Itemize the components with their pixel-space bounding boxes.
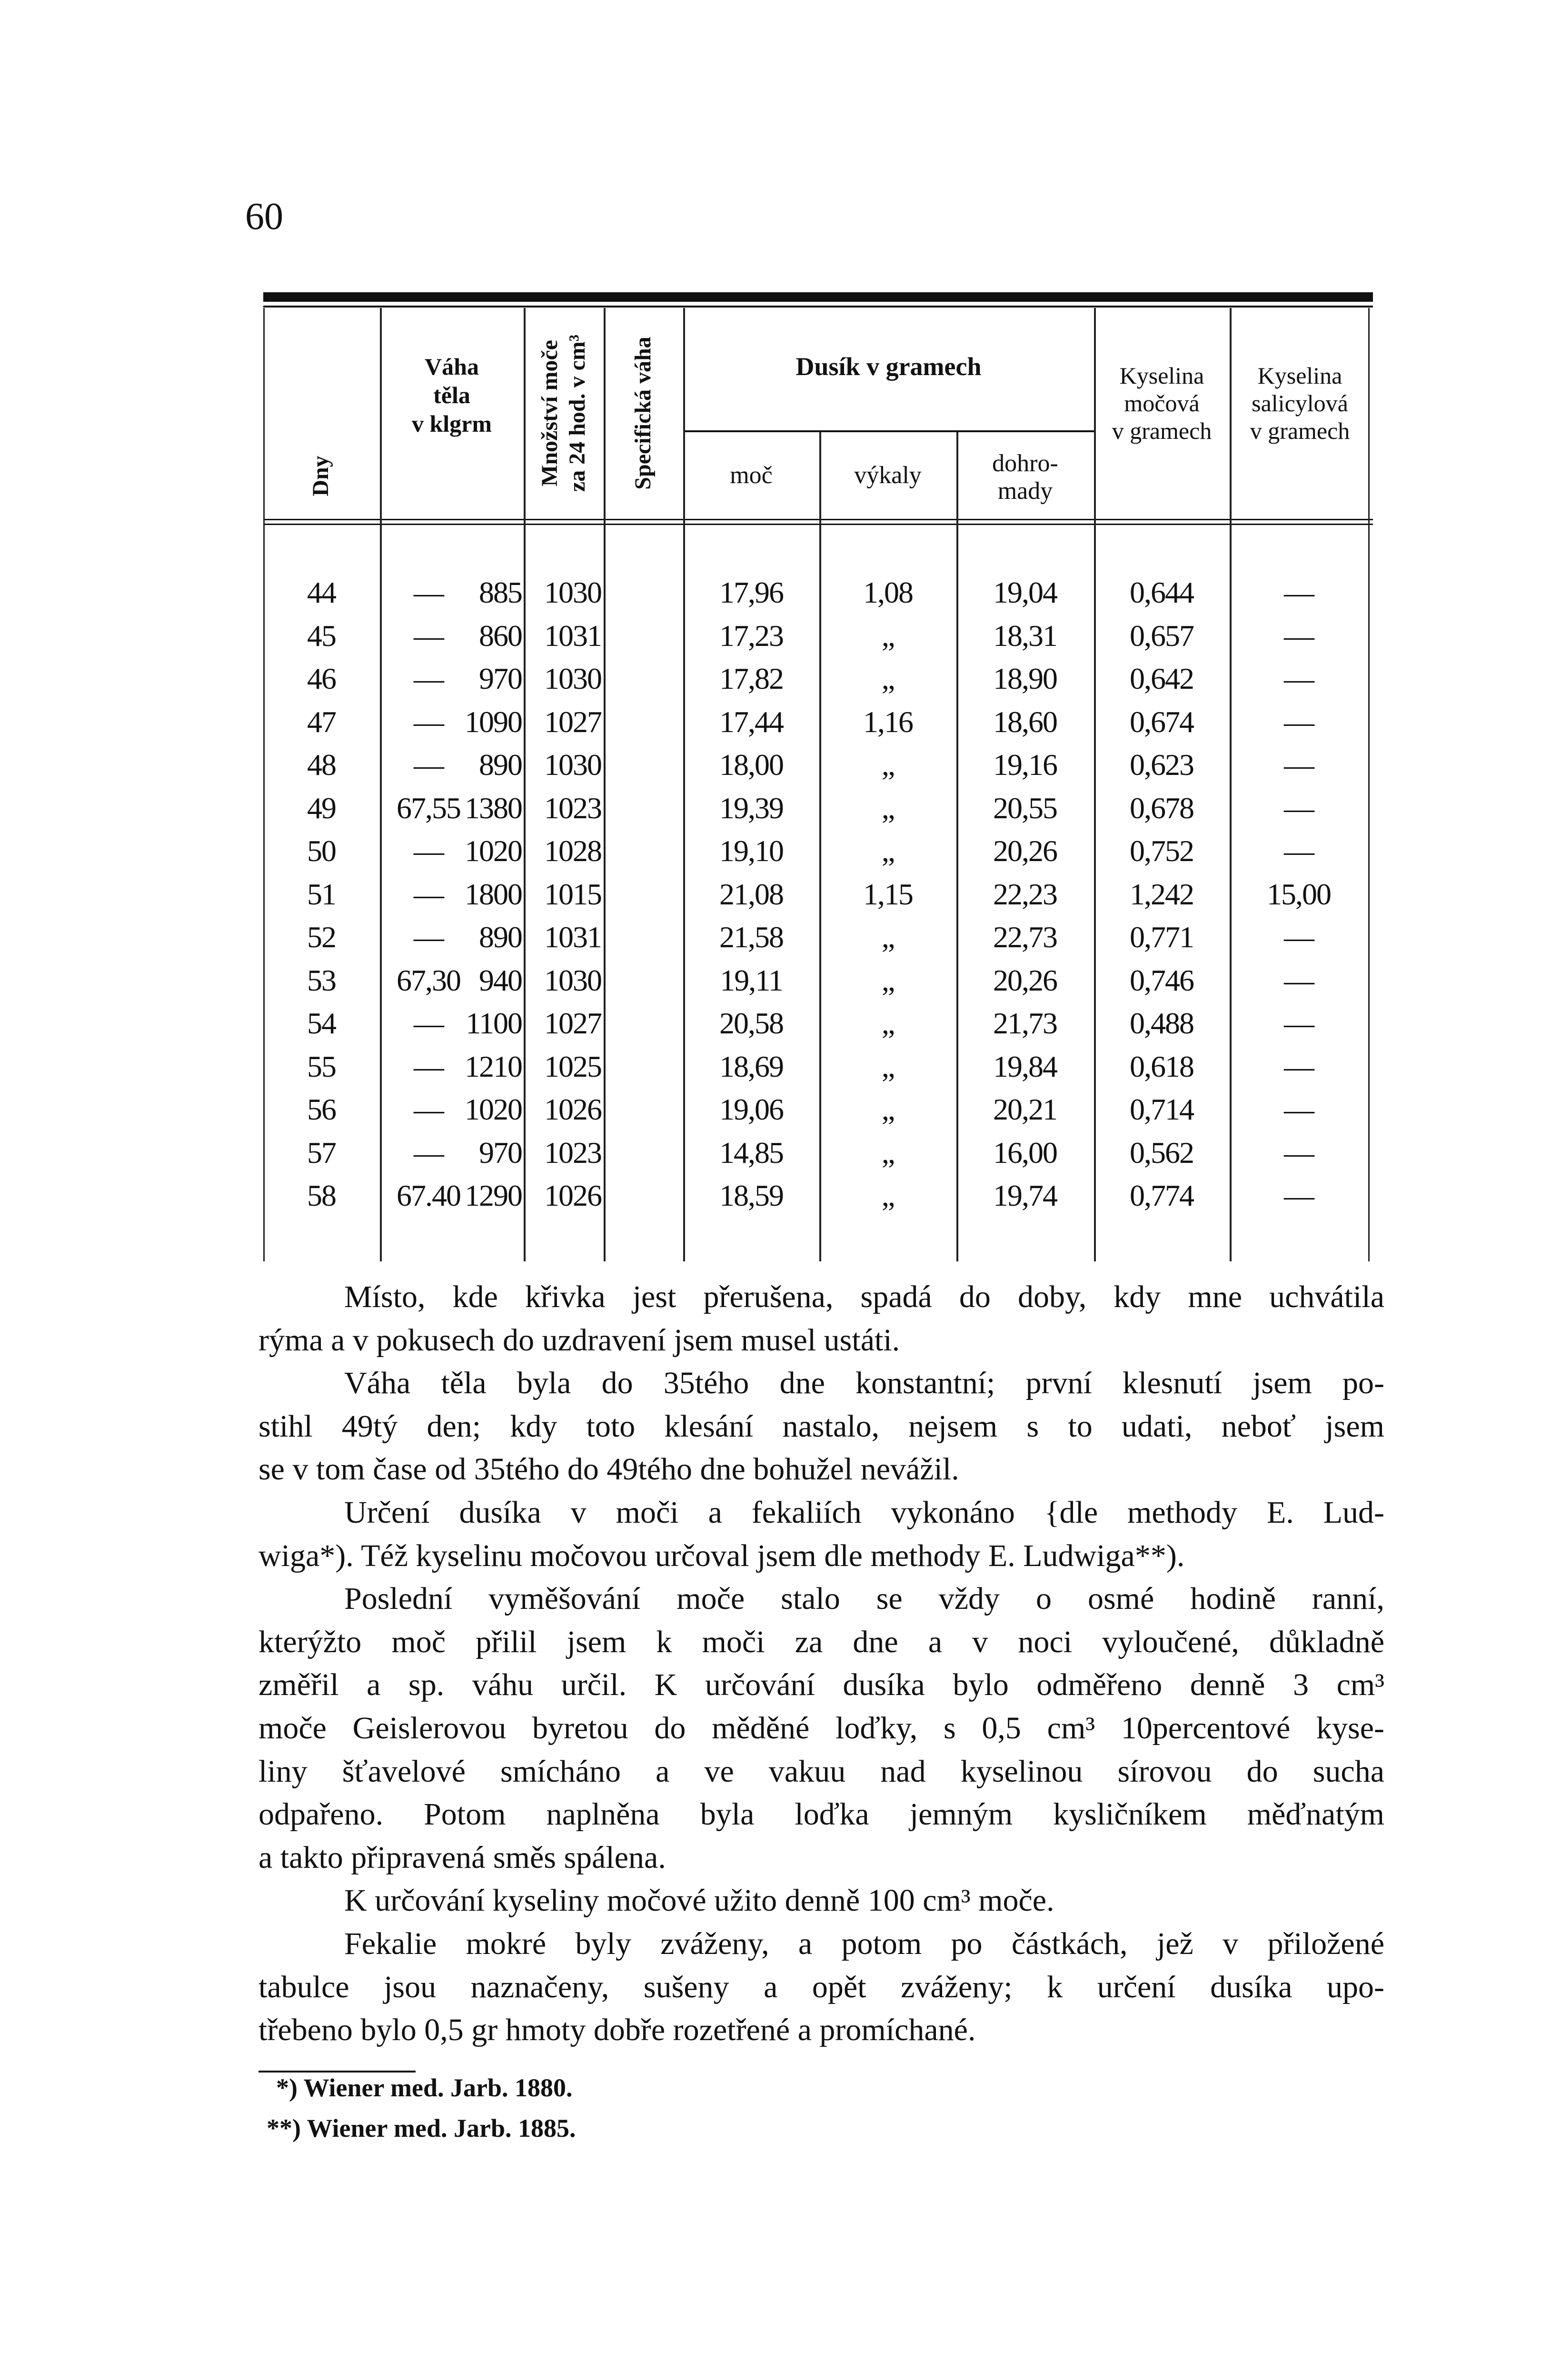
cell-urine-volume: 940 [479, 963, 522, 997]
cell-salicylic-acid: — [1284, 791, 1313, 825]
cell-nitrogen-total: 18,60 [993, 704, 1057, 739]
cell-specific-gravity: 1030 [544, 963, 601, 997]
cell-urine-volume: 890 [479, 748, 522, 782]
cell-urine-volume: 1100 [466, 1006, 522, 1040]
cell-salicylic-acid: — [1284, 1092, 1313, 1126]
header-mnozstvi-line: za 24 hod. v cm³ [565, 334, 590, 492]
cell-day: 45 [307, 618, 336, 653]
page-number: 60 [245, 196, 283, 238]
cell-specific-gravity: 1015 [544, 877, 601, 911]
cell-nitrogen-total: 16,00 [993, 1135, 1057, 1170]
cell-nitrogen-urine: 17,82 [719, 662, 783, 695]
cell-body-weight: — [414, 920, 443, 954]
cell-day: 52 [307, 920, 336, 954]
cell-nitrogen-feces: „ [881, 1049, 895, 1083]
column-divider [604, 308, 606, 1261]
text-line: Určení dusíka v moči a fekaliích vykonáno {dle methody E. Lud- [344, 1495, 1384, 1530]
cell-body-weight: — [414, 877, 443, 911]
text-line: liny šťavelové smícháno a ve vakuu nad kyselinou sírovou do sucha [258, 1754, 1384, 1789]
text-line: třebeno bylo 0,5 gr hmoty dobře rozetřené a promíchané. [258, 2013, 976, 2048]
text-line: stihl 49tý den; kdy toto klesání nastalo, nejsem s to udati, neboť jsem [258, 1408, 1384, 1444]
cell-nitrogen-feces: „ [881, 963, 895, 997]
cell-day: 53 [307, 963, 336, 997]
footnote-rule [258, 2071, 416, 2073]
cell-nitrogen-feces: „ [881, 1092, 895, 1126]
cell-urine-volume: 970 [479, 1135, 522, 1170]
text-line: K určování kyseliny močové užito denně 100 cm³ moče. [344, 1883, 1054, 1918]
cell-uric-acid: 0,752 [1130, 834, 1193, 868]
header-mnozstvi-line: Množství moče [537, 340, 562, 486]
column-divider [956, 432, 958, 1261]
cell-nitrogen-total: 21,73 [993, 1006, 1057, 1040]
header-bottom-rule-2 [263, 524, 1373, 525]
cell-urine-volume: 970 [479, 662, 522, 695]
text-line: změřil a sp. váhu určil. K určování dusíka bylo odměřeno denně 3 cm³ [258, 1667, 1384, 1703]
cell-uric-acid: 0,674 [1130, 704, 1193, 739]
header-dohromady [956, 450, 1094, 505]
cell-salicylic-acid: — [1284, 618, 1313, 653]
cell-nitrogen-feces: „ [881, 920, 895, 954]
cell-nitrogen-urine: 21,08 [719, 877, 783, 911]
cell-nitrogen-total: 20,26 [993, 963, 1057, 997]
header-specificka-vaha: Specifická váha [630, 337, 656, 490]
header-kyselina-salicylova [1230, 362, 1370, 445]
cell-uric-acid: 0,644 [1130, 575, 1193, 609]
cell-urine-volume: 1800 [465, 877, 522, 911]
column-divider [819, 432, 821, 1261]
cell-urine-volume: 1380 [465, 791, 522, 825]
cell-specific-gravity: 1025 [544, 1049, 601, 1083]
cell-nitrogen-total: 18,90 [993, 662, 1057, 695]
header-vaha [380, 352, 524, 438]
header-line: v gramech [1112, 417, 1212, 444]
cell-body-weight: — [414, 618, 443, 653]
cell-specific-gravity: 1028 [544, 834, 601, 868]
text-line: a takto připravená směs spálena. [258, 1840, 666, 1875]
cell-uric-acid: 0,623 [1130, 748, 1193, 782]
cell-specific-gravity: 1023 [544, 1135, 601, 1170]
cell-nitrogen-feces: „ [881, 1179, 895, 1212]
cell-uric-acid: 0,678 [1130, 791, 1193, 825]
header-dusik: Dusík v gramech [795, 352, 982, 381]
cell-salicylic-acid: — [1284, 834, 1313, 868]
cell-day: 44 [307, 575, 336, 609]
cell-day: 55 [307, 1049, 336, 1083]
cell-specific-gravity: 1026 [544, 1092, 601, 1126]
cell-specific-gravity: 1030 [544, 748, 601, 782]
cell-body-weight: — [414, 1135, 443, 1170]
cell-nitrogen-total: 22,23 [993, 877, 1057, 911]
cell-body-weight: — [414, 704, 443, 739]
cell-urine-volume: 860 [479, 618, 522, 653]
header-bottom-rule [263, 519, 1373, 520]
cell-nitrogen-total: 20,26 [993, 834, 1057, 868]
cell-uric-acid: 1,242 [1130, 877, 1193, 911]
cell-salicylic-acid: — [1284, 704, 1313, 739]
cell-urine-volume: 1290 [465, 1179, 522, 1212]
header-moc: moč [730, 462, 773, 489]
cell-uric-acid: 0,618 [1130, 1049, 1193, 1083]
cell-day: 54 [307, 1006, 336, 1040]
header-line: salicylová [1252, 390, 1348, 416]
cell-specific-gravity: 1027 [544, 704, 601, 739]
cell-nitrogen-feces: „ [881, 1006, 895, 1040]
cell-nitrogen-total: 22,73 [993, 920, 1057, 954]
table-top-thin-rule [263, 306, 1373, 307]
cell-uric-acid: 0,657 [1130, 618, 1193, 653]
cell-nitrogen-urine: 18,59 [719, 1179, 783, 1212]
cell-salicylic-acid: — [1284, 1179, 1313, 1212]
cell-salicylic-acid: — [1284, 920, 1313, 954]
text-line: Fekalie mokré byly zváženy, a potom po částkách, jež v přiložené [344, 1926, 1384, 1961]
cell-body-weight: 67,55 [397, 791, 460, 825]
cell-urine-volume: 1020 [465, 834, 522, 868]
cell-salicylic-acid: — [1284, 748, 1313, 782]
cell-nitrogen-feces: „ [881, 748, 895, 782]
cell-urine-volume: 1090 [465, 704, 522, 739]
header-dny: Dny [308, 456, 333, 496]
cell-nitrogen-total: 19,04 [993, 575, 1057, 609]
cell-nitrogen-feces: „ [881, 618, 895, 653]
cell-body-weight: — [414, 748, 443, 782]
cell-body-weight: — [414, 1006, 443, 1040]
column-divider [1230, 308, 1232, 1261]
header-kyselina-mocova [1094, 362, 1230, 445]
cell-salicylic-acid: — [1284, 1006, 1313, 1040]
column-divider [683, 308, 685, 1261]
header-line: Kyselina [1119, 362, 1204, 389]
cell-nitrogen-urine: 17,23 [719, 618, 783, 653]
header-line: močová [1124, 390, 1200, 416]
cell-nitrogen-feces: „ [881, 791, 895, 825]
cell-body-weight: — [414, 1049, 443, 1083]
cell-nitrogen-feces: 1,16 [863, 704, 913, 739]
cell-body-weight: — [414, 1092, 443, 1126]
cell-uric-acid: 0,642 [1130, 662, 1193, 695]
header-vaha-line: těla [433, 382, 470, 408]
cell-nitrogen-feces: „ [881, 834, 895, 868]
cell-salicylic-acid: 15,00 [1267, 877, 1331, 911]
cell-nitrogen-feces: „ [881, 1135, 895, 1170]
column-divider [1094, 308, 1096, 1261]
cell-specific-gravity: 1031 [544, 920, 601, 954]
cell-nitrogen-urine: 17,96 [719, 575, 783, 609]
header-dohromady-line: dohro- [992, 450, 1058, 477]
cell-specific-gravity: 1026 [544, 1179, 601, 1212]
cell-specific-gravity: 1023 [544, 791, 601, 825]
cell-body-weight: — [414, 834, 443, 868]
cell-salicylic-acid: — [1284, 1049, 1313, 1083]
cell-uric-acid: 0,488 [1130, 1006, 1193, 1040]
text-line: se v tom čase od 35tého do 49tého dne bohužel nevážil. [258, 1452, 959, 1487]
cell-body-weight: — [414, 575, 443, 609]
cell-nitrogen-urine: 19,10 [719, 834, 783, 868]
text-line: tabulce jsou naznačeny, sušeny a opět zváženy; k určení dusíka upo- [258, 1969, 1384, 2004]
text-line: wiga*). Též kyselinu močovou určoval jsem dle methody E. Ludwiga**). [258, 1538, 1185, 1573]
cell-uric-acid: 0,771 [1130, 920, 1193, 954]
cell-day: 56 [307, 1092, 336, 1126]
text-line: kterýžto moč přilil jsem k moči za dne a v noci vyloučené, důkladně [258, 1624, 1384, 1659]
header-vykaly: výkaly [854, 462, 922, 489]
cell-day: 58 [307, 1179, 336, 1212]
cell-nitrogen-urine: 14,85 [719, 1135, 783, 1170]
column-divider [524, 308, 526, 1261]
dusik-sub-rule [683, 430, 1094, 432]
cell-salicylic-acid: — [1284, 662, 1313, 695]
cell-specific-gravity: 1030 [544, 662, 601, 695]
cell-body-weight: 67.40 [397, 1179, 460, 1212]
footnote-2: **) Wiener med. Jarb. 1885. [267, 2114, 576, 2142]
cell-specific-gravity: 1030 [544, 575, 601, 609]
cell-nitrogen-total: 19,16 [993, 748, 1057, 782]
cell-day: 47 [307, 704, 336, 739]
cell-urine-volume: 890 [479, 920, 522, 954]
cell-day: 49 [307, 791, 336, 825]
cell-nitrogen-urine: 19,11 [720, 963, 783, 997]
cell-body-weight: 67,30 [397, 963, 460, 997]
cell-salicylic-acid: — [1284, 575, 1313, 609]
cell-nitrogen-urine: 19,39 [719, 791, 783, 825]
cell-day: 57 [307, 1135, 336, 1170]
text-line: Poslední vyměšování moče stalo se vždy o osmé hodině ranní, [344, 1581, 1384, 1616]
body-text [258, 1276, 1384, 2052]
cell-specific-gravity: 1031 [544, 618, 601, 653]
header-dohromady-line: mady [997, 477, 1053, 505]
cell-uric-acid: 0,562 [1130, 1135, 1193, 1170]
cell-nitrogen-feces: 1,08 [863, 575, 913, 609]
cell-specific-gravity: 1027 [544, 1006, 601, 1040]
column-divider [380, 308, 382, 1261]
cell-nitrogen-feces: „ [881, 662, 895, 695]
cell-nitrogen-total: 19,74 [993, 1179, 1057, 1212]
cell-day: 51 [307, 877, 336, 911]
cell-nitrogen-urine: 18,69 [719, 1049, 783, 1083]
header-vaha-line: v klgrm [411, 410, 492, 437]
cell-nitrogen-urine: 17,44 [719, 704, 783, 739]
cell-day: 48 [307, 748, 336, 782]
cell-urine-volume: 1020 [465, 1092, 522, 1126]
text-line: odpařeno. Potom naplněna byla loďka jemným kysličníkem měďnatým [258, 1797, 1384, 1832]
header-mnozstvi [536, 311, 591, 516]
cell-urine-volume: 885 [479, 575, 522, 609]
text-line: moče Geislerovou byretou do měděné loďky, s 0,5 cm³ 10percentové kyse- [258, 1710, 1384, 1745]
cell-nitrogen-total: 20,55 [993, 791, 1057, 825]
cell-nitrogen-urine: 18,00 [719, 748, 783, 782]
text-line: rýma a v pokusech do uzdravení jsem musel ustáti. [258, 1322, 900, 1358]
cell-nitrogen-feces: 1,15 [863, 877, 913, 911]
header-vaha-line: Váha [425, 353, 479, 380]
column-divider [263, 308, 265, 1261]
column-divider [1368, 308, 1370, 1261]
cell-uric-acid: 0,746 [1130, 963, 1193, 997]
cell-uric-acid: 0,774 [1130, 1179, 1193, 1212]
cell-nitrogen-total: 20,21 [993, 1092, 1057, 1126]
table-top-thick-rule [263, 292, 1373, 302]
cell-uric-acid: 0,714 [1130, 1092, 1193, 1126]
header-line: v gramech [1250, 417, 1350, 444]
text-line: Místo, kde křivka jest přerušena, spadá do doby, kdy mne uchvátila [344, 1279, 1384, 1314]
cell-body-weight: — [414, 662, 443, 695]
cell-nitrogen-total: 18,31 [993, 618, 1057, 653]
text-line: Váha těla byla do 35tého dne konstantní; první klesnutí jsem po- [344, 1366, 1384, 1401]
cell-nitrogen-total: 19,84 [993, 1049, 1057, 1083]
cell-day: 46 [307, 662, 336, 695]
cell-nitrogen-urine: 19,06 [719, 1092, 783, 1126]
cell-urine-volume: 1210 [465, 1049, 522, 1083]
cell-nitrogen-urine: 20,58 [719, 1006, 783, 1040]
cell-nitrogen-urine: 21,58 [719, 920, 783, 954]
cell-salicylic-acid: — [1284, 1135, 1313, 1170]
header-line: Kyselina [1257, 362, 1342, 389]
cell-salicylic-acid: — [1284, 963, 1313, 997]
footnote-1: *) Wiener med. Jarb. 1880. [276, 2073, 573, 2102]
cell-day: 50 [307, 834, 336, 868]
